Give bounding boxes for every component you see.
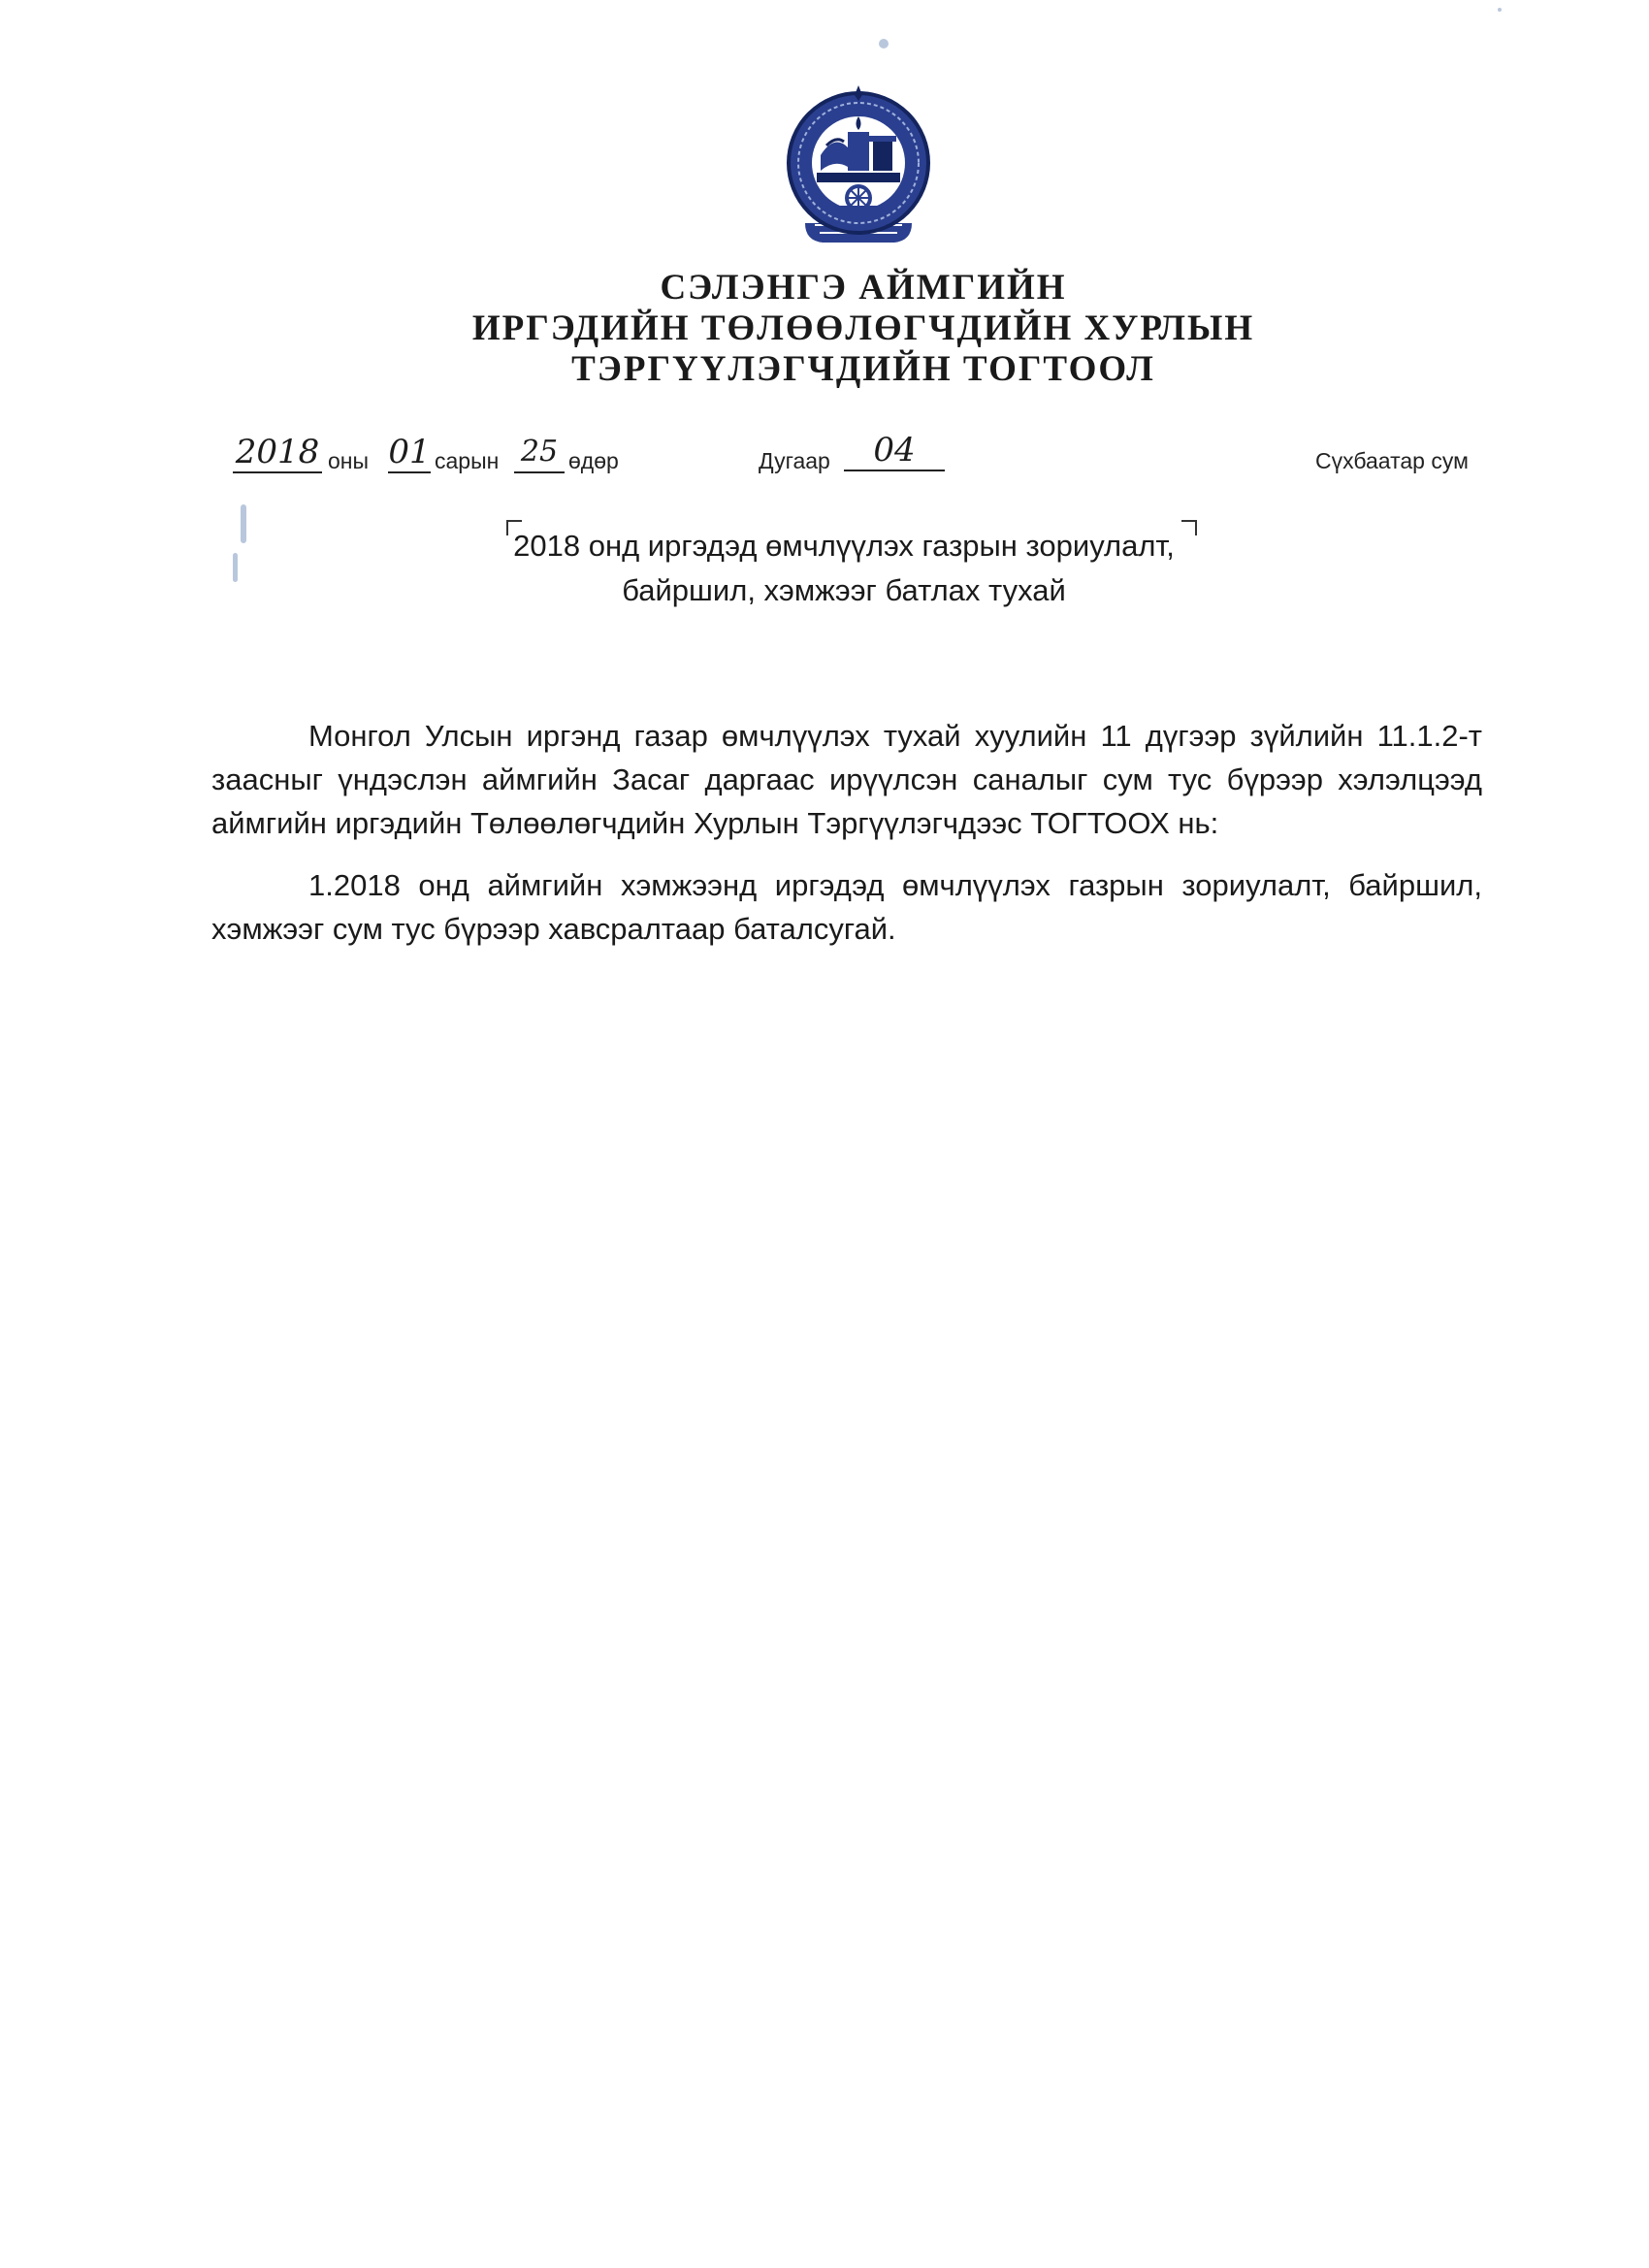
month-label: сарын (435, 448, 500, 473)
state-emblem-icon (776, 78, 941, 247)
handwritten-year: 2018 (233, 433, 322, 473)
resolution-heading: ТЭРГҮҮЛЭГЧДИЙН ТОГТООЛ (571, 349, 1155, 389)
scan-speck (233, 553, 238, 582)
issue-place: Сүхбаатар сум (1315, 448, 1469, 473)
scan-speck (1498, 8, 1502, 12)
day-label: өдөр (568, 448, 619, 473)
date-number-row (0, 427, 1649, 485)
number-label: Дугаар (759, 448, 830, 473)
scan-speck (241, 504, 246, 543)
handwritten-day: 25 (514, 433, 565, 473)
year-label: оны (328, 448, 370, 473)
body-paragraph-preamble: Монгол Улсын иргэнд газар өмчлүүлэх тухай хуулийн 11 дүгээр зүйлийн 11.1.2-т заасныг үндэслэн аймгийн Засаг даргаас ирүүлсэн саналыг сум тус бүрээр хэлэлцээд аймгийн иргэдийн Төлөөлөгчдийн Хурлын Тэргүүлэгчдээс ТОГТООХ нь: (211, 719, 1482, 840)
title-line1: 2018 онд иргэдэд өмчлүүлэх газрын зориулалт, (513, 529, 1175, 563)
body-paragraph-clause-1: 1.2018 онд аймгийн хэмжээнд иргэдэд өмчлүүлэх газрын зориулалт, байршил, хэмжээг сум тус бүрээр хавсралтаар баталсугай. (211, 868, 1482, 946)
council-name-line2: ИРГЭДИЙН ТӨЛӨӨЛӨГЧДИЙН ХУРЛЫН (471, 308, 1255, 348)
handwritten-month: 01 (388, 433, 431, 471)
title-line2: байршил, хэмжээг батлах тухай (622, 573, 1066, 607)
resolution-title (0, 524, 1649, 631)
scan-speck (879, 39, 889, 49)
council-name-line1: СЭЛЭНГЭ АЙМГИЙН (660, 268, 1067, 308)
handwritten-number: 04 (844, 431, 945, 471)
